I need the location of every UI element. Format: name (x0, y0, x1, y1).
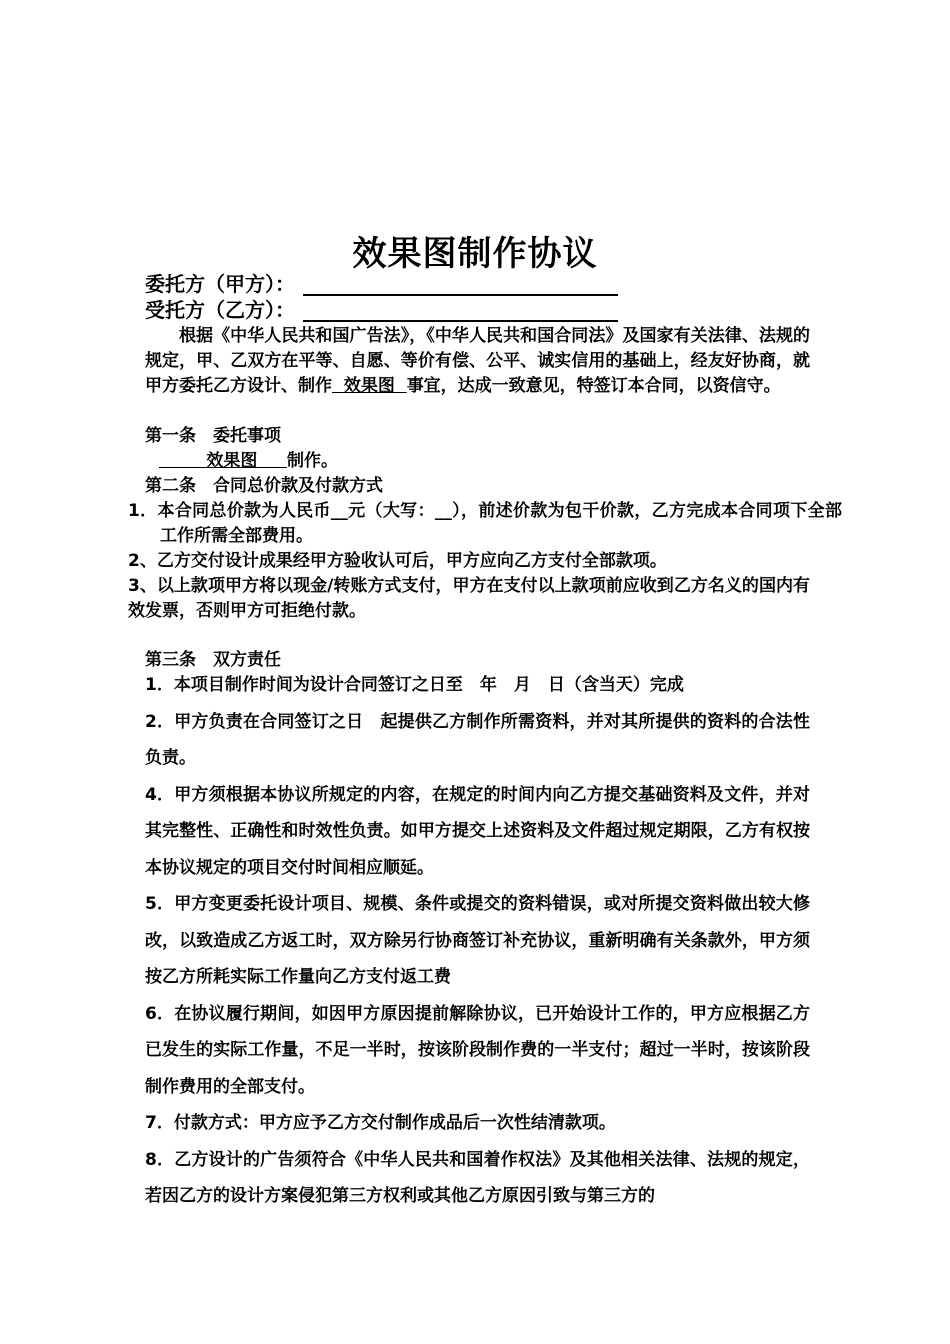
preamble-paragraph (145, 324, 810, 399)
preamble-text-end: 事宜，达成一致意见，特签订本合同，以资信守。 (406, 376, 781, 396)
article2-item-2: 2、乙方交付设计成果经甲方验收认可后，甲方应向乙方支付全部款项。 (128, 551, 667, 571)
article3-item-8: 8．乙方设计的广告须符合《中华人民共和国着作权法》及其他相关法律、法规的规定，若因乙方的设计方案侵犯第三方权利或其他乙方原因引致与第三方的 (145, 1149, 810, 1206)
party-b-blank-line (303, 302, 618, 322)
article2-heading: 第二条 合同总价款及付款方式 (145, 476, 383, 496)
article3-item-6: 6．在协议履行期间，如因甲方原因提前解除协议，已开始设计工作的，甲方应根据乙方已发生的实际工作量，不足一半时，按该阶段制作费的一半支付；超过一半时，按该阶段制作费用的全部支付。 (145, 1003, 810, 1097)
article3-heading: 第三条 双方责任 (145, 650, 281, 670)
article1-heading: 第一条 委托事项 (145, 426, 281, 446)
article3-list (145, 667, 810, 1215)
party-a-label: 委托方（甲方）： (145, 272, 295, 296)
document-title: 效果图制作协议 (352, 234, 598, 274)
preamble-text-start: 根据《中华人民共和国广告法》，《中华人民共和国合同法》及国家有关法律、法规的规定，甲、乙双方在平等、自愿、等价有偿、公平、诚实信用的基础上，经友好协商，就甲方委托乙方设计、制作 (145, 326, 810, 396)
article2-item-1: 1．本合同总价款为人民币__元（大写：__），前述价款为包干价款，乙方完成本合同项下全部工作所需全部费用。 (128, 501, 842, 546)
article1-item-underlined: 效果图 (159, 451, 287, 471)
article3-item-4: 4．甲方须根据本协议所规定的内容，在规定的时间内向乙方提交基础资料及文件，并对其完整性、正确性和时效性负责。如甲方提交上述资料及文件超过规定期限，乙方有权按本协议规定的项目交付时间相应顺延。 (145, 784, 810, 878)
article2-item-3: 3、以上款项甲方将以现金/转账方式支付，甲方在支付以上款项前应收到乙方名义的国内有效发票，否则甲方可拒绝付款。 (128, 576, 810, 621)
party-b-label: 受托方（乙方）： (145, 298, 295, 322)
article3-item-7: 7．付款方式：甲方应予乙方交付制作成品后一次性结清款项。 (145, 1113, 616, 1133)
preamble-item-underlined: 效果图 (332, 376, 407, 396)
article3-item-5: 5．甲方变更委托设计项目、规模、条件或提交的资料错误，或对所提交资料做出较大修改，以致造成乙方返工时，双方除另行协商签订补充协议，重新明确有关条款外，甲方须按乙方所耗实际工作量向乙方支付返工费 (145, 894, 810, 987)
party-a-row (145, 272, 618, 296)
article3-item-2: 2．甲方负责在合同签订之日 起提供乙方制作所需资料，并对其所提供的资料的合法性负责。 (145, 711, 810, 768)
article3-item-1: 1．本项目制作时间为设计合同签订之日至 年 月 日（含当天）完成 (145, 675, 684, 695)
party-b-row (145, 298, 618, 322)
party-a-blank-line (303, 276, 618, 296)
article1-item-tail: 制作。 (286, 451, 338, 471)
article1-item-row (145, 449, 810, 474)
